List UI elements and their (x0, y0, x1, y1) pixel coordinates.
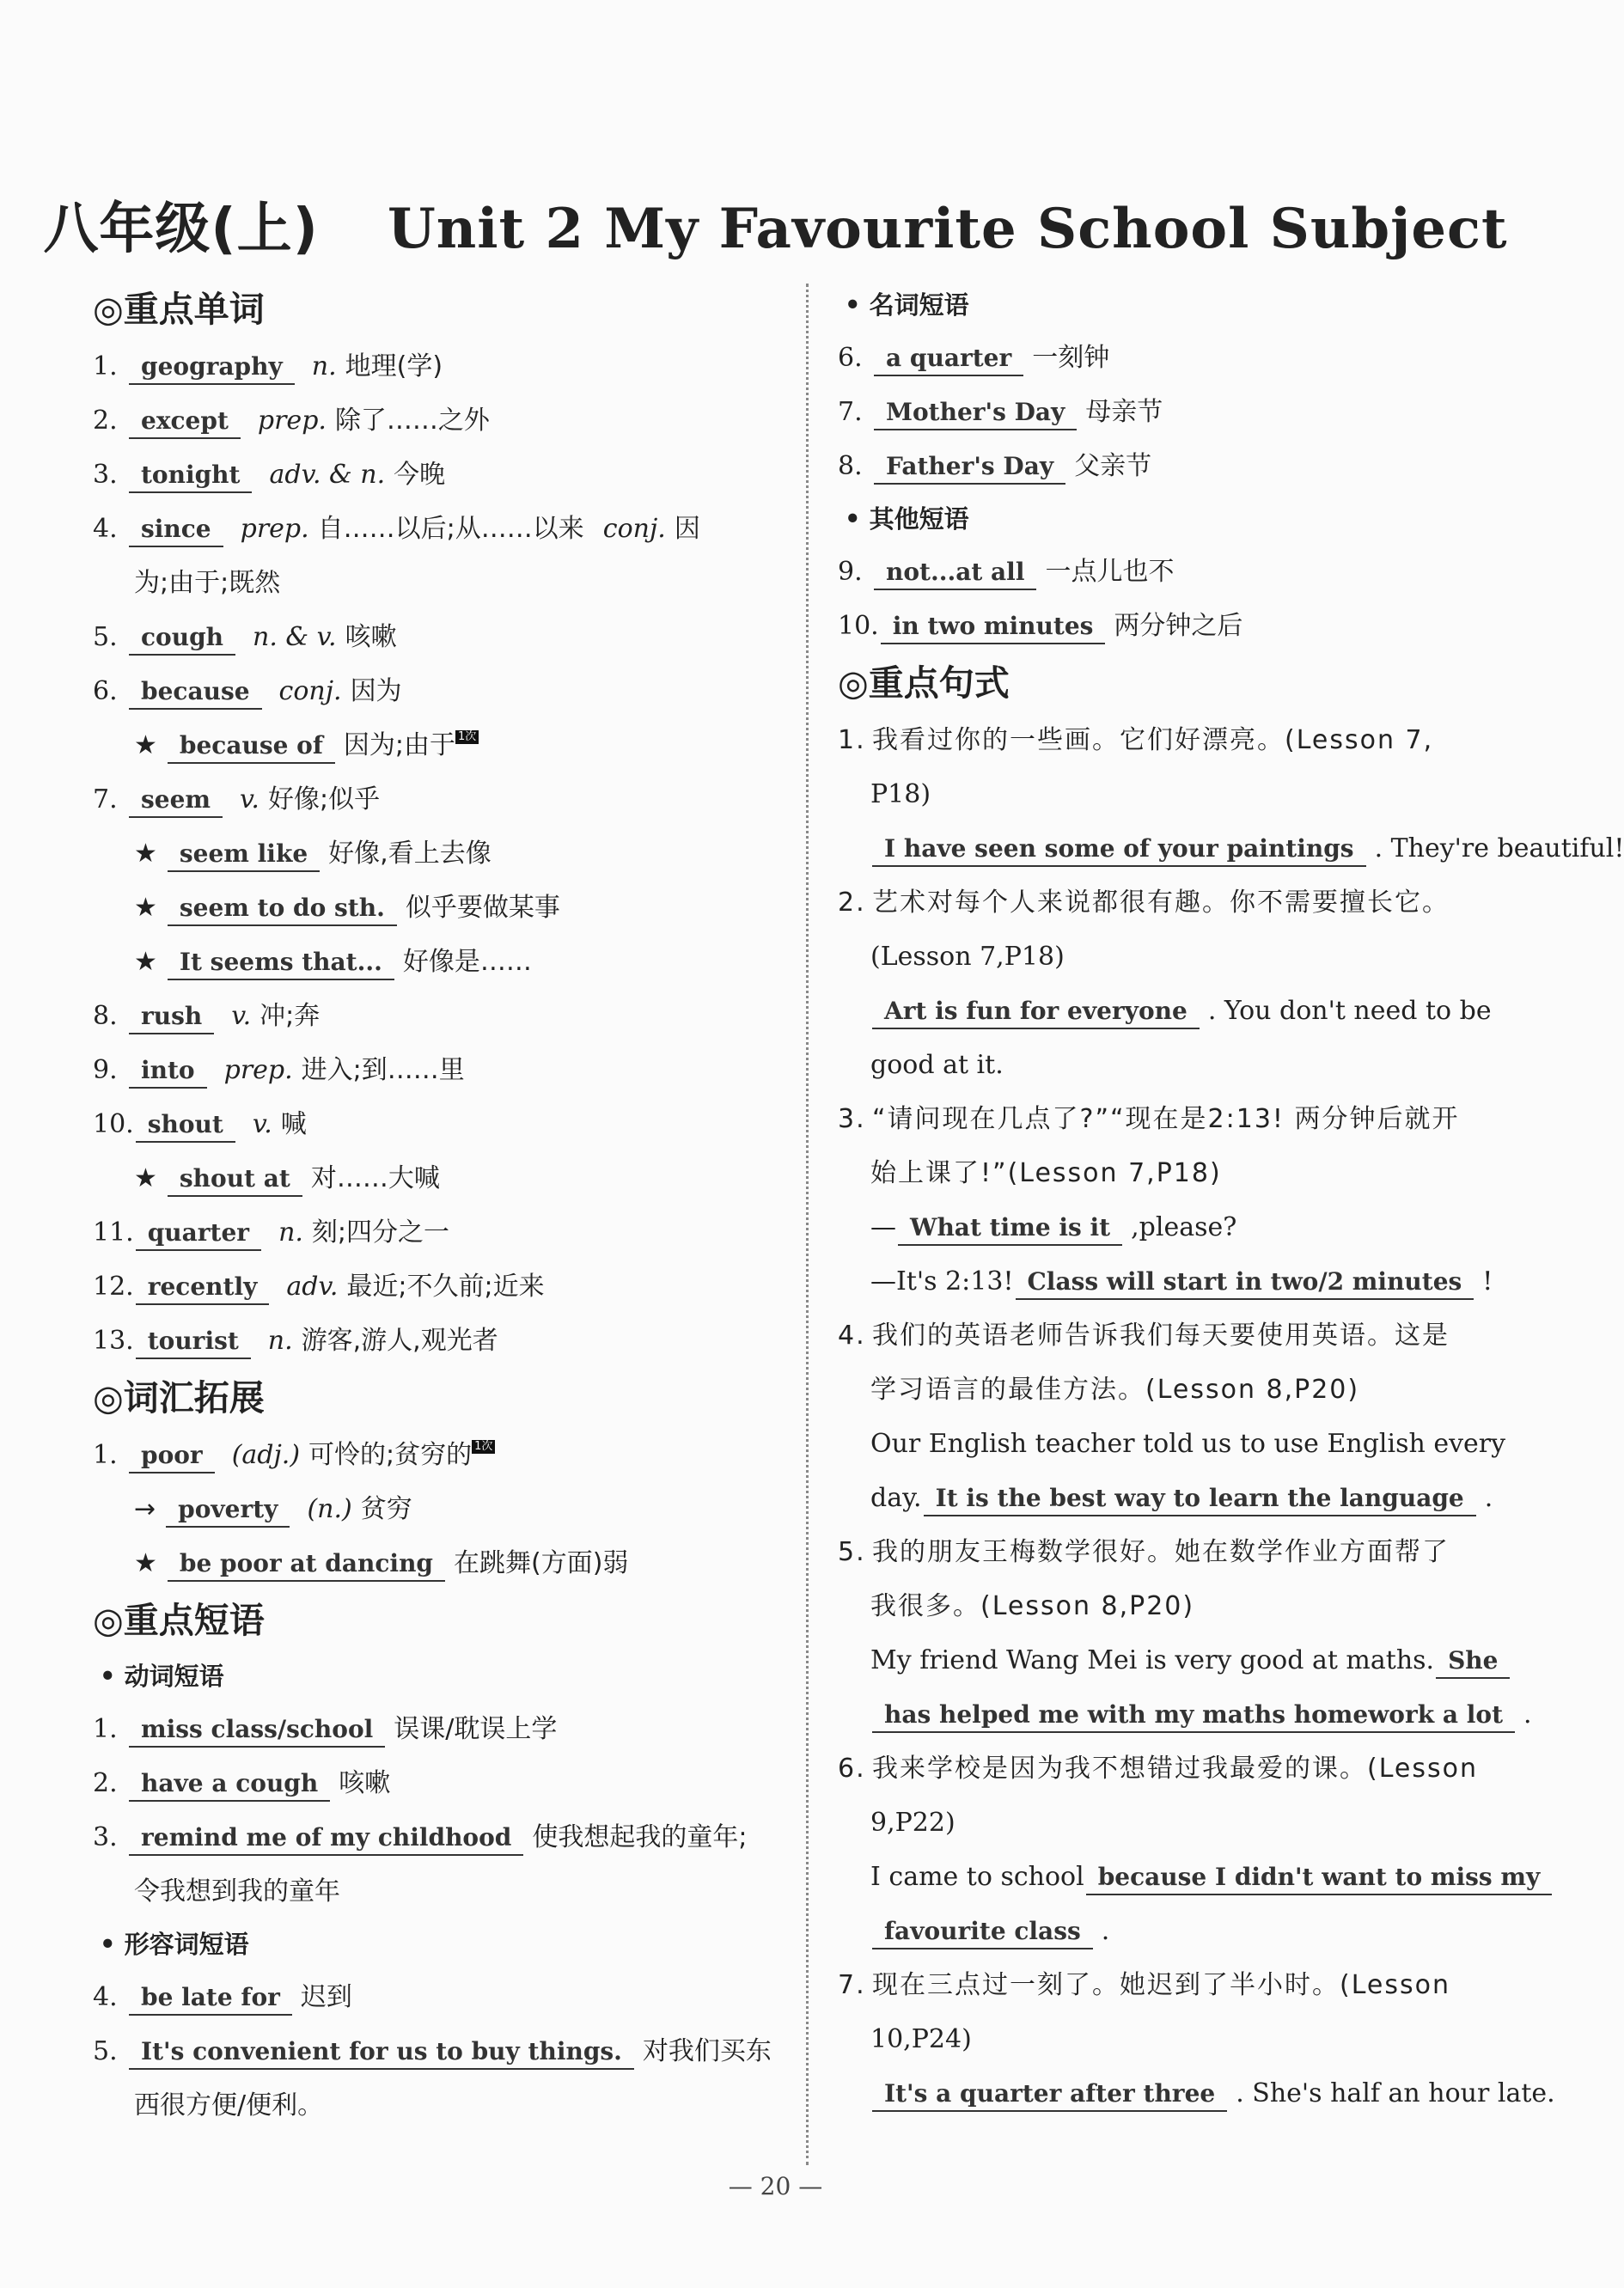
definition: 两分钟之后 (1114, 611, 1243, 641)
answer-blank: tonight (129, 459, 252, 493)
part-of-speech: conj. (278, 676, 342, 706)
definition: 喊 (280, 1109, 307, 1139)
word-item (93, 772, 797, 827)
item-number: 4. (93, 514, 118, 544)
sentence-prompt: 5. 我的朋友王梅数学很好。她在数学作业方面帮了 (838, 1537, 1450, 1567)
definition-cont: 令我想到我的童年 (134, 1876, 340, 1907)
definition: 对我们买东 (642, 2036, 772, 2066)
definition: 咳嗽 (339, 1768, 391, 1798)
definition: 好像;似乎 (267, 784, 381, 815)
sentence-answer: My friend Wang Mei is very good at maths. She (838, 1633, 1521, 1687)
answer-blank: has helped me with my maths homework a lot (872, 1699, 1515, 1733)
sentence-prompt: 1. 我看过你的一些画。它们好漂亮。(Lesson 7, (838, 725, 1434, 755)
sentence-prompt: 6. 我来学校是因为我不想错过我最爱的课。(Lesson (838, 1754, 1478, 1784)
item-number: 8. (93, 1001, 118, 1031)
phrase-item (93, 1810, 797, 1864)
answer-blank: It seems that... (168, 946, 394, 980)
part-of-speech: n. (278, 1217, 303, 1248)
item-number: 7. (93, 784, 118, 815)
definition: 冲;奔 (259, 1001, 321, 1031)
definition: 咳嗽 (345, 622, 397, 652)
left-column (93, 279, 797, 2132)
right-column (838, 279, 1624, 2120)
answer-blank: Class will start in two/2 minutes (1016, 1266, 1474, 1300)
word-item (93, 718, 797, 772)
sentence-prompt-cont: 9,P22) (870, 1808, 955, 1838)
answer-blank: miss class/school (129, 1713, 385, 1748)
definition: 使我想起我的童年; (532, 1822, 748, 1852)
sentence-prompt-cont: (Lesson 7,P18) (870, 942, 1065, 972)
phrase-item (93, 1970, 797, 2024)
definition: 母亲节 (1085, 397, 1163, 427)
page-number: — 20 — (728, 2172, 823, 2200)
section-vocab-expansion: ◎词汇拓展 (93, 1377, 265, 1419)
answer-blank: poor (129, 1439, 215, 1473)
answer-blank: tourist (136, 1325, 251, 1359)
sentence-prompt-cont: 始上课了!”(Lesson 7,P18) (870, 1158, 1222, 1188)
item-number: 9. (93, 1055, 118, 1085)
answer-blank: seem like (168, 838, 320, 872)
item-number: 12. (93, 1272, 134, 1302)
sentence-prompt-cont: 10,P24) (870, 2024, 972, 2054)
word-item (93, 1043, 797, 1097)
item-number: 6. (93, 676, 118, 706)
subhead-verb-phrases: • 动词短语 (100, 1662, 224, 1691)
answer-blank: because of (168, 729, 335, 764)
answer-blank: because I didn't want to miss my (1086, 1861, 1553, 1895)
answer-blank: Mother's Day (874, 396, 1077, 430)
frequency-badge: 1次 (472, 1440, 495, 1454)
item-number: 8. (838, 451, 863, 481)
answer-blank: remind me of my childhood (129, 1821, 523, 1856)
phrase-item (838, 599, 1521, 653)
phrase-item (93, 2024, 797, 2078)
noun-phrase-list (838, 331, 1521, 493)
answer-blank: seem to do sth. (168, 892, 397, 926)
item-number: 9. (838, 557, 863, 587)
part-of-speech: adv. & n. (269, 460, 386, 490)
word-item (93, 610, 797, 664)
title-unit: Unit 2 My Favourite School Subject (387, 197, 1508, 261)
word-item (93, 1097, 797, 1151)
item-number: 13. (93, 1326, 134, 1356)
phrase-item (838, 385, 1521, 439)
answer-blank: recently (136, 1271, 270, 1305)
answer-blank: be late for (129, 1981, 292, 2016)
item-number: 1. (93, 351, 118, 381)
answer-blank: rush (129, 1000, 214, 1034)
definition: 对……大喊 (310, 1163, 440, 1193)
part-of-speech: prep. (223, 1055, 293, 1085)
definition: 因为 (350, 676, 402, 706)
words-list (93, 339, 797, 1368)
sentence-answer: — What time is it ,please? (838, 1200, 1521, 1254)
item-number: 3. (93, 1822, 118, 1852)
vocab-item: ★ be poor at dancing 在跳舞(方面)弱 (93, 1536, 797, 1590)
sentence-answer: I came to school because I didn't want to miss my (838, 1850, 1521, 1904)
subhead-other-phrases: • 其他短语 (845, 504, 969, 534)
word-item (93, 1205, 797, 1260)
section-key-sentences: ◎重点句式 (838, 662, 1010, 704)
star-icon: ★ (134, 947, 157, 977)
word-item (93, 989, 797, 1043)
definition: 因 (674, 514, 700, 544)
answer-blank: Art is fun for everyone (872, 995, 1200, 1029)
star-icon: ★ (134, 839, 157, 869)
answer-blank: What time is it (898, 1211, 1122, 1246)
part-of-speech: n. (311, 351, 337, 381)
answer-blank: She (1436, 1644, 1510, 1679)
definition: 地理(学) (345, 351, 443, 381)
word-item (93, 881, 797, 935)
part-of-speech: n. & v. (253, 622, 337, 652)
answer-blank: It is the best way to learn the language (924, 1482, 1476, 1516)
word-item (93, 502, 797, 556)
answer-blank: I have seen some of your paintings (872, 833, 1366, 867)
part-of-speech: v. (240, 784, 259, 815)
sentence-answer: day. It is the best way to learn the language . (838, 1471, 1521, 1525)
definition: 好像是…… (402, 947, 532, 977)
sentence-answer-cont: favourite class . (838, 1904, 1521, 1958)
phrase-item (838, 439, 1521, 493)
sentence-prompt-cont: 我很多。(Lesson 8,P20) (870, 1591, 1195, 1621)
definition: 今晚 (394, 460, 446, 490)
definition: 除了……之外 (334, 406, 490, 436)
answer-blank: since (129, 513, 223, 547)
definition: 父亲节 (1074, 451, 1152, 481)
answer-blank: a quarter (874, 342, 1023, 376)
item-number: 2. (93, 1768, 118, 1798)
sentence-prompt: 7. 现在三点过一刻了。她迟到了半小时。(Lesson (838, 1970, 1450, 2000)
answer-blank: into (129, 1054, 207, 1089)
item-number: 11. (93, 1217, 134, 1248)
answer-blank: shout at (168, 1162, 302, 1197)
star-icon: ★ (134, 1163, 157, 1193)
sentence-prompt: 2. 艺术对每个人来说都很有趣。你不需要擅长它。 (838, 888, 1450, 918)
star-icon: ★ (134, 1548, 157, 1578)
answer-blank: except (129, 405, 241, 439)
definition: 自……以后;从……以来 (317, 514, 584, 544)
definition: 似乎要做某事 (405, 893, 560, 923)
definition-cont: 为;由于;既然 (134, 568, 281, 598)
answer-blank: in two minutes (881, 610, 1106, 644)
star-icon: ★ (134, 893, 157, 923)
title-grade: 八年级(上) (43, 198, 319, 261)
answer-blank: favourite class (872, 1915, 1093, 1949)
phrase-item (838, 545, 1521, 599)
item-number: 2. (93, 406, 118, 436)
sentence-answer: I have seen some of your paintings . They're beautiful! (838, 821, 1521, 876)
vocab-item: → poverty (n.) 贫穷 (93, 1482, 797, 1536)
definition: 好像,看上去像 (328, 839, 491, 869)
part-of-speech: prep. (257, 406, 327, 436)
verb-phrase-list (93, 1702, 797, 1919)
phrase-item (838, 331, 1521, 385)
answer-blank: seem (129, 784, 223, 818)
answer-blank: It's convenient for us to buy things. (129, 2035, 634, 2070)
other-phrase-list (838, 545, 1521, 653)
part-of-speech: adv. (286, 1272, 339, 1302)
answer-blank: poverty (166, 1493, 290, 1528)
definition: 一刻钟 (1032, 343, 1110, 373)
definition: 一点儿也不 (1045, 557, 1175, 587)
answer-blank: be poor at dancing (168, 1547, 445, 1582)
section-key-phrases: ◎重点短语 (93, 1600, 265, 1641)
definition: 因为;由于 (343, 730, 456, 760)
answer-blank: It's a quarter after three (872, 2078, 1227, 2112)
word-item (93, 935, 797, 989)
phrase-item (93, 1702, 797, 1756)
sentence-prompt-cont: 学习语言的最佳方法。(Lesson 8,P20) (870, 1375, 1360, 1405)
definition: 最近;不久前;近来 (346, 1272, 545, 1302)
definition: 刻;四分之一 (311, 1217, 450, 1248)
subhead-adj-phrases: • 形容词短语 (100, 1930, 249, 1959)
section-key-words: ◎重点单词 (93, 289, 265, 330)
answer-blank: geography (129, 351, 295, 385)
word-item (93, 448, 797, 502)
answer-blank: not...at all (874, 556, 1036, 590)
item-number: 3. (93, 460, 118, 490)
definition-cont: 西很方便/便利。 (134, 2090, 324, 2120)
page-title (0, 185, 1551, 264)
answer-blank: quarter (136, 1217, 261, 1251)
word-item (93, 394, 797, 448)
answer-blank: Father's Day (874, 450, 1065, 485)
star-icon: ★ (134, 730, 157, 760)
part-of-speech: prep. (240, 514, 309, 544)
word-item (93, 827, 797, 881)
item-number: 5. (93, 2036, 118, 2066)
vocab-item: 1. poor (adj.) 可怜的;贫穷的 1次 (93, 1428, 797, 1482)
subhead-noun-phrases: • 名词短语 (845, 290, 969, 320)
word-item (93, 664, 797, 718)
sentence-answer-cont: has helped me with my maths homework a lot . (838, 1687, 1521, 1742)
frequency-badge: 1次 (455, 730, 479, 744)
word-item (93, 1151, 797, 1205)
answer-blank: because (129, 675, 262, 710)
item-number: 1. (93, 1714, 118, 1744)
item-number: 10. (838, 611, 879, 641)
item-number: 5. (93, 622, 118, 652)
adj-phrase-list (93, 1970, 797, 2132)
column-divider (806, 284, 809, 2165)
part-of-speech: v. (231, 1001, 252, 1031)
item-number: 10. (93, 1109, 134, 1139)
sentence-english: Our English teacher told us to use English every (870, 1429, 1506, 1459)
answer-blank: cough (129, 621, 235, 656)
sentence-prompt: 3. “请问现在几点了?”“现在是2:13! 两分钟后就开 (838, 1104, 1460, 1134)
item-number: 6. (838, 343, 863, 373)
definition: 迟到 (300, 1982, 352, 2012)
word-item (93, 1314, 797, 1368)
arrow-icon: → (134, 1494, 156, 1524)
definition: 游客,游人,观光者 (301, 1326, 498, 1356)
answer-blank: have a cough (129, 1767, 330, 1802)
sentence-answer: It's a quarter after three . She's half an hour late. (838, 2066, 1521, 2120)
sentence-answer: Art is fun for everyone . You don't need to be (838, 984, 1521, 1038)
definition: 进入;到……里 (301, 1055, 465, 1085)
sentence-prompt-cont: P18) (870, 779, 931, 809)
answer-blank: shout (136, 1108, 235, 1143)
sentence-prompt: 4. 我们的英语老师告诉我们每天要使用英语。这是 (838, 1321, 1450, 1351)
word-item (93, 1260, 797, 1314)
item-number: 4. (93, 1982, 118, 2012)
part-of-speech: n. (267, 1326, 293, 1356)
item-number: 7. (838, 397, 863, 427)
phrase-item (93, 1756, 797, 1810)
word-item (93, 339, 797, 394)
part-of-speech: conj. (602, 514, 666, 544)
sentence-answer: —It's 2:13! Class will start in two/2 minutes ! (838, 1254, 1521, 1309)
definition: 误课/耽误上学 (394, 1714, 558, 1744)
sentence-answer-cont: good at it. (870, 1050, 1004, 1080)
part-of-speech: v. (252, 1109, 272, 1139)
